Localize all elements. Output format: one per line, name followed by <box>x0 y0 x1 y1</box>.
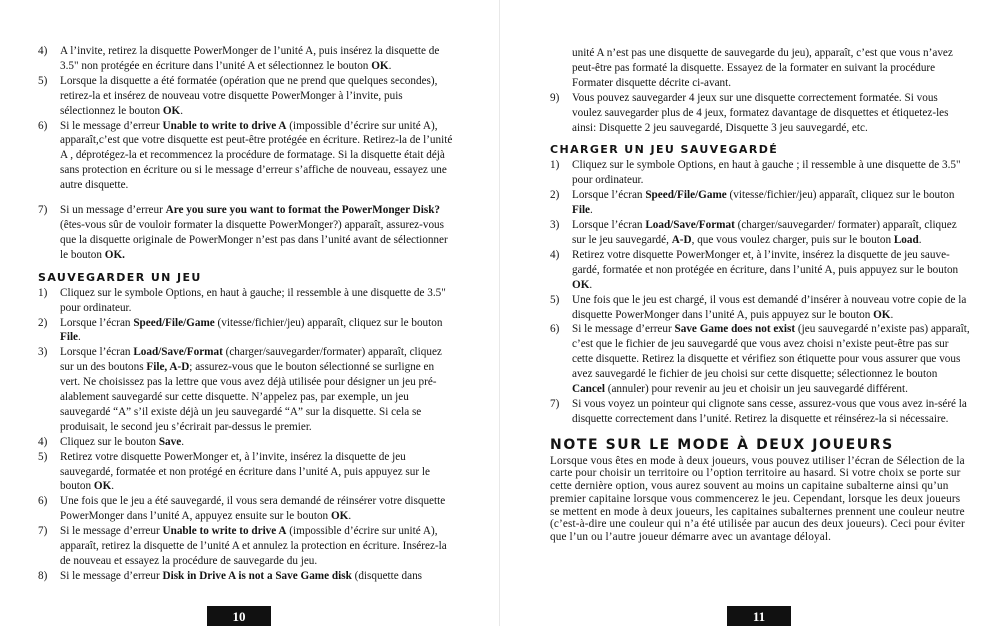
item-text: Retirez votre disquette PowerMonger et, à l’invite, insérez la disquette de jeu sauvegardé, formatée et non protégé en écriture dans l’unité A, puis appuyez sur le bouton OK. <box>60 450 430 493</box>
item-text: Lorsque l’écran Speed/File/Game (vitesse/fichier/jeu) apparaît, cliquez sur le bouton File. <box>60 316 443 344</box>
list-item <box>550 322 970 397</box>
bold-term: Speed/File/Game <box>133 316 215 329</box>
item-text: Cliquez sur le symbole Options, en haut à gauche; il ressemble à une disquette de 3.5" pour ordinateur. <box>60 286 446 314</box>
bold-term: File, A-D <box>146 361 190 374</box>
bold-term: OK <box>162 104 181 117</box>
bold-term: File <box>572 204 591 217</box>
save-game-heading: SAUVEGARDER UN JEU <box>38 270 202 284</box>
item-text: Si le message d’erreur Disk in Drive A is not a Save Game disk (disquette dans <box>60 569 423 582</box>
right-page <box>500 0 1000 626</box>
item-text: Une fois que le jeu est chargé, il vous est demandé d’insérer à nouveau votre copie de la disquette PowerMonger dans l’unité A, puis appuyez sur le bouton OK. <box>572 293 967 321</box>
load-game-heading: CHARGER UN JEU SAUVEGARDÉ <box>550 143 779 157</box>
item-number: 1) <box>550 159 560 172</box>
list-gap <box>38 193 456 203</box>
list-item <box>550 158 970 188</box>
item-text: Cliquez sur le symbole Options, en haut à gauche ; il ressemble à une disquette de 3.5" pour ordinateur. <box>572 159 961 187</box>
item-number: 5) <box>550 293 560 306</box>
left-column <box>38 44 456 584</box>
item-number: 2) <box>38 316 48 329</box>
item-number: 1) <box>38 286 48 299</box>
item-number: 6) <box>38 119 48 132</box>
list-item <box>550 248 970 293</box>
item-text: Cliquez sur le bouton Save. <box>60 435 184 448</box>
bold-term: File <box>60 331 79 344</box>
two-player-heading: NOTE SUR LE MODE À DEUX JOUEURS <box>550 436 894 453</box>
item-text: A l’invite, retirez la disquette PowerMonger de l’unité A, puis insérez la disquette de 3.5" non protégée en écriture dans l’unité A et sélectionnez le bouton OK. <box>60 45 440 72</box>
save-steps-list <box>38 286 456 584</box>
list-item <box>38 435 456 450</box>
right-column <box>550 46 970 544</box>
item-number: 3) <box>550 219 560 232</box>
two-player-paragraph: Lorsque vous êtes en mode à deux joueurs, vous pouvez utiliser l’écran de Sélection de la carte pour choisir un territoire ou l’option territoire au hasard. Si votre choix se porte sur cette dernière option, vous aurez souvent au moins un capitaine subalterne ainsi qu’un premier capitaine lorsque vous commencerez le jeu. Cependant, lorsque les deux joueurs se mettent en mode à deux joueurs, les capitaines subalternes prennent une couleur neutre (c’est-à-dire une couleur qui n’a été utilisée par aucun des deux joueurs). Ceci pour éviter que l’un ou l’autre joueur démarre avec un avantage déloyal. <box>550 454 965 543</box>
bold-term: Load/Save/Format <box>645 219 735 232</box>
list-item <box>38 569 456 584</box>
item-number: 3) <box>38 346 48 359</box>
item-text: Si un message d’erreur Are you sure you want to format the PowerMonger Disk? (êtes-vous sûr de vouloir formater la disquette PowerMonger?) apparaît, assurez-vous que la disquette originale de PowerMonger n’est pas dans l’unité avant de sélectionner le bouton OK. <box>60 204 448 261</box>
bold-term: OK <box>330 510 349 523</box>
bold-term: Load/Save/Format <box>133 346 223 359</box>
bold-term: A-D <box>671 233 692 246</box>
list-item <box>38 119 456 194</box>
item-number: 8) <box>38 569 48 582</box>
item-text: Si le message d’erreur Unable to write to drive A (impossible d’écrire sur unité A), apparaît, retirez la disquette de l’unité A et annulez la protection en écriture. Insérez-la de nouveau et essayez la procédure de sauvegarde du jeu. <box>60 525 447 567</box>
item-number: 6) <box>550 323 560 336</box>
item-number: 9) <box>550 91 560 104</box>
bold-term: Are you sure you want to format the PowerMonger Disk? <box>165 204 441 217</box>
item-text: Si vous voyez un pointeur qui clignote sans cesse, assurez-vous que vous avez in-séré la disquette correctement dans l’unité. Retirez la disquette et réinsérez-la si nécessaire. <box>572 397 967 425</box>
bold-term: Load <box>893 233 919 246</box>
page-number-right: 11 <box>727 606 791 626</box>
list-item <box>38 316 456 346</box>
item-number: 2) <box>550 189 560 202</box>
item-number: 5) <box>38 450 48 463</box>
list-item <box>550 293 970 323</box>
item-text: Une fois que le jeu a été sauvegardé, il vous sera demandé de réinsérer votre disquette PowerMonger dans l’unité A, appuyez ensuite sur le bouton OK. <box>60 495 446 523</box>
item-text: Lorsque l’écran Speed/File/Game (vitesse/fichier/jeu) apparaît, cliquez sur le bouton File. <box>572 189 955 217</box>
list-item <box>38 345 456 434</box>
item-number: 7) <box>550 397 560 410</box>
format-steps-list <box>38 44 456 263</box>
item-text: Lorsque l’écran Load/Save/Format (charger/sauvegarder/formater) apparaît, cliquez sur un des boutons File, A-D; assurez-vous que le bouton sélectionné se surligne en vert. Ne choisissez pas la lettre que vous avez déjà utilisée pour désigner un jeu pré-alablement sauvegardé sur cette disquette. N’appelez pas, par exemple, un jeu sauvegardé “A” s’il existe déjà un jeu sauvegardé “A” sur la disquette. Si cela se produisait, le second jeu s’écrirait par-dessus le premier. <box>60 346 442 433</box>
item-number: 7) <box>38 525 48 538</box>
list-item <box>550 218 970 248</box>
bold-term: OK <box>371 59 389 72</box>
item-text: Retirez votre disquette PowerMonger et, à l’invite, insérez la disquette de jeu sauve-gardé, formatée et non protégée en écriture, dans l’unité A, puis appuyez sur le bouton OK. <box>572 248 959 291</box>
list-item <box>550 91 970 136</box>
item-text: Lorsque l’écran Load/Save/Format (charger/sauvegarder/ formater) apparaît, cliquez sur le jeu sauvegardé, A-D, que vous voulez charger, puis sur le bouton Load. <box>572 219 957 246</box>
item-text: Lorsque la disquette a été formatée (opération que ne prend que quelques secondes), retirez-la et insérez de nouveau votre disquette PowerMonger à l’invite, puis sélectionnez le bouton OK. <box>60 74 438 117</box>
bold-term: Unable to write to drive A <box>162 119 287 132</box>
bold-term: OK <box>873 308 891 321</box>
list-item <box>38 44 456 74</box>
item-text: Si le message d’erreur Save Game does not exist (jeu sauvegardé n’existe pas) apparaît, c’est que le fichier de jeu sauvegardé que vous avez choisi n’existe peut-être pas sur cette disquette. Retirez la disquette et vérifiez son étiquette pour vous assurer que vous avez sauvegardé le fichier de jeu choisi sur cette disquette; sélectionnez le bouton Cancel (annuler) pour revenir au jeu et choisir un jeu sauvegardé différent. <box>572 323 970 396</box>
item-text: Vous pouvez sauvegarder 4 jeux sur une disquette correctement formatée. Si vous voulez sauvegarder plus de 4 jeux, formatez davantage de disquettes et étiquetez-les ainsi: Disquette 2 jeu sauvegardé, Disquette 3 jeu sauvegardé, etc. <box>572 91 949 134</box>
bold-term: OK <box>572 278 590 291</box>
item-number: 6) <box>38 495 48 508</box>
bold-term: OK. <box>104 248 125 261</box>
page-number-left: 10 <box>207 606 271 626</box>
list-item <box>38 74 456 119</box>
list-item <box>38 286 456 316</box>
list-item <box>38 494 456 524</box>
list-item <box>550 188 970 218</box>
bold-term: Speed/File/Game <box>645 189 727 202</box>
bold-term: Save Game does not exist <box>674 323 796 336</box>
item-number: 7) <box>38 204 48 217</box>
bold-term: OK <box>93 480 112 493</box>
list-item <box>38 524 456 569</box>
load-steps-list <box>550 158 970 426</box>
bold-term: Cancel <box>572 383 605 396</box>
item-number: 4) <box>550 248 560 261</box>
list-item <box>550 397 970 427</box>
item-number: 4) <box>38 435 48 448</box>
item-number: 4) <box>38 45 48 57</box>
bold-term: Disk in Drive A is not a Save Game disk <box>162 569 352 582</box>
item-nine-list <box>550 91 970 136</box>
list-item <box>38 203 456 263</box>
continuation-text: unité A n’est pas une disquette de sauvegarde du jeu), apparaît, c’est que vous n’avez peut-être pas formaté la disquette. Essayez de la formater en suivant la procédure Formater disquette décrite ci-avant. <box>572 47 953 89</box>
item-number: 5) <box>38 74 48 87</box>
list-item <box>38 450 456 495</box>
bold-term: Unable to write to drive A <box>162 525 287 538</box>
item-text: Si le message d’erreur Unable to write to drive A (impossible d’écrire sur unité A), apparaît,c’est que votre disquette est peut-être protégée en écriture. Retirez-la de l’unité A , déprotégez-la et recommencez la procédure de formatage. Si la disquette était déjà sans protection en écriture ou si le message d’erreur s’affiche de nouveau, essayez une autre disquette. <box>60 119 453 192</box>
bold-term: Save <box>158 435 182 448</box>
